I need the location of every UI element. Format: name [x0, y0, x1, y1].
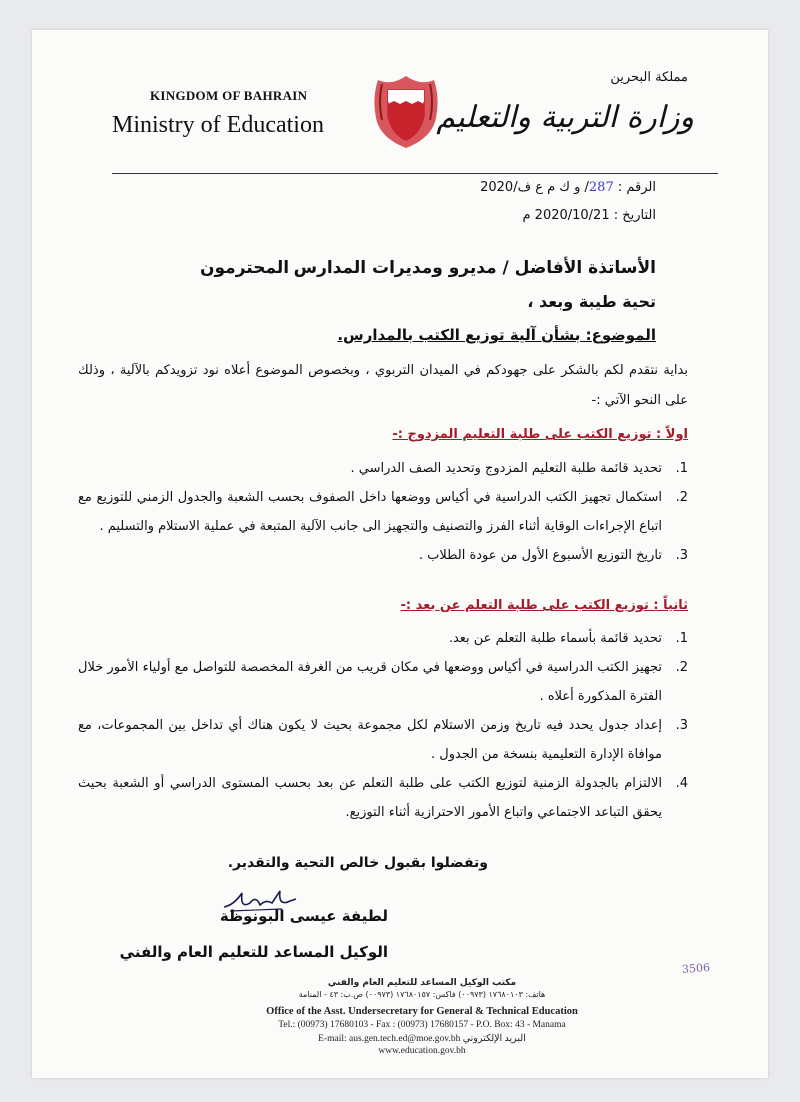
section-1-heading: اولاً : توزيع الكتب على طلبة التعليم المزدوج :-: [392, 427, 688, 442]
list-item-number: 1.: [675, 461, 688, 476]
list-item-number: 3.: [675, 718, 688, 733]
en-kingdom-label: KINGDOM OF BAHRAIN: [150, 88, 308, 103]
list-item-text: تحديد قائمة بأسماء طلبة التعلم عن بعد.: [448, 631, 662, 646]
list-item: [78, 624, 688, 653]
ar-kingdom-label: مملكة البحرين: [610, 70, 688, 85]
honorific: المحترمون: [200, 258, 290, 278]
letter-date: التاريخ : 2020/10/21 م: [522, 208, 656, 223]
footer-website-link[interactable]: www.education.gov.bh: [378, 1046, 466, 1056]
reference-label: الرقم :: [617, 180, 656, 195]
section-2-list: [78, 624, 688, 827]
footer-email-link[interactable]: E-mail: aus.gen.tech.ed@moe.gov.bh البريد الإلكتروني: [318, 1034, 526, 1044]
footer-ar-office: مكتب الوكيل المساعد للتعليم العام والفني: [327, 978, 517, 988]
closing-line: وتفضلوا بقبول خالص التحية والتقدير.: [227, 855, 488, 871]
list-item-number: 3.: [675, 548, 688, 563]
list-item-text: تحديد قائمة طلبة التعليم المزدوج وتحديد الصف الدراسي .: [350, 461, 662, 476]
list-item-text: إعداد جدول يحدد فيه تاريخ وزمن الاستلام لكل مجموعة بحيث لا يكون هناك أي تداخل بين المجموعات، مع موافاة الإدارة التعليمية بنسخة من الجدول .: [78, 718, 662, 762]
subject-line: الموضوع: بشأن آلية توزيع الكتب بالمدارس.: [337, 326, 656, 344]
list-item: [78, 454, 688, 483]
letter-page: [32, 30, 768, 1078]
list-item-text: تجهيز الكتب الدراسية في أكياس ووضعها في مكان قريب من الغرفة المخصصة للتواصل مع أولياء الأمور خلال الفترة المذكورة أعلاه .: [78, 660, 662, 704]
header-divider: [112, 173, 718, 174]
section-1-list: [78, 454, 688, 570]
addressee: الأساتذة الأفاضل / مديرو ومديرات المدارس: [293, 258, 656, 278]
bahrain-emblem-icon: [370, 68, 442, 150]
signer-name: لطيفة عيسى البونوظة: [219, 907, 388, 925]
list-item-text: استكمال تجهيز الكتب الدراسية في أكياس ووضعها داخل الصفوف بحسب الشعبة والجدول الزمني للتوزيع مع اتباع الإجراءات الوقاية أثناء الفرز والتصنيف والتجهيز الى جانب الآلية المتبعة في عملية الاستلام والتسليم .: [78, 490, 662, 534]
handwritten-number: 3506: [681, 961, 711, 976]
list-item-number: 4.: [675, 776, 688, 791]
section-2-heading: ثانياً : توزيع الكتب على طلبة التعلم عن بعد :-: [400, 598, 688, 613]
footer-en-office: Office of the Asst. Undersecretary for General & Technical Education: [266, 1006, 578, 1017]
list-item: [78, 483, 688, 541]
ar-ministry-label: وزارة التربية والتعليم: [436, 100, 694, 135]
reference-number: [480, 180, 656, 195]
footer-en-contact: Tel.: (00973) 17680103 - Fax : (00973) 17680157 - P.O. Box: 43 - Manama: [278, 1020, 566, 1030]
footer-ar-contact: هاتف: ١٧٦٨٠١٠٣ (٠٠٩٧٣) فاكس: ١٧٦٨٠١٥٧ (٠٠٩٧٣) ص.ب: ٤٣ - المنامة: [298, 990, 546, 999]
intro-paragraph: بداية نتقدم لكم بالشكر على جهودكم في الميدان التربوي ، وبخصوص الموضوع أعلاه نود تزويدكم بالآلية ، وذلك على النحو الآتي :-: [78, 363, 688, 408]
list-item: [78, 769, 688, 827]
list-item: [78, 653, 688, 711]
list-item-number: 2.: [675, 490, 688, 505]
reference-handwritten-number: 287: [588, 180, 614, 195]
en-ministry-label: Ministry of Education: [112, 112, 324, 138]
list-item-text: الالتزام بالجدولة الزمنية لتوزيع الكتب على طلبة التعلم عن بعد بحسب المستوى الدراسي أو الشعبة بحيث يحقق التباعد الاجتماعي واتباع الأمور الاحترازية أثناء التوزيع.: [78, 776, 662, 820]
list-item: [78, 711, 688, 769]
list-item: [78, 541, 688, 570]
reference-suffix: / و ك م ع ف/2020: [480, 180, 589, 195]
list-item-number: 1.: [675, 631, 688, 646]
list-item-number: 2.: [675, 660, 688, 675]
signer-title: الوكيل المساعد للتعليم العام والفني: [119, 943, 388, 961]
list-item-text: تاريخ التوزيع الأسبوع الأول من عودة الطلاب .: [418, 548, 662, 563]
greeting: تحية طيبة وبعد ،: [527, 292, 656, 311]
